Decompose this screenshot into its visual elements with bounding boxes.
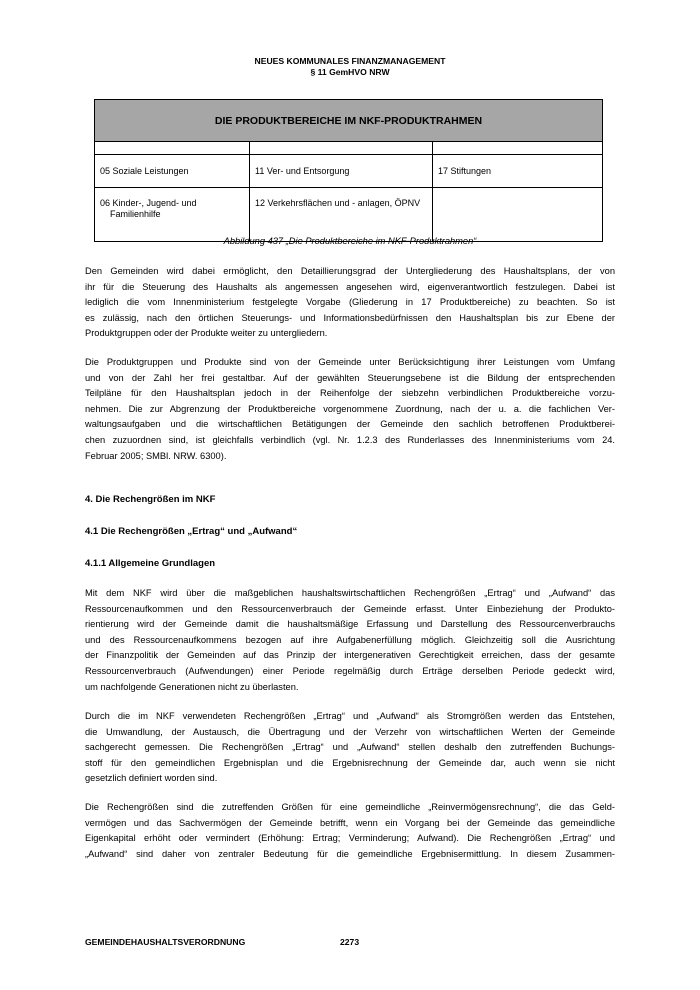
paragraph-4 (85, 709, 615, 787)
table-cell: 12 Verkehrsflächen und - anlagen, ÖPNV (250, 188, 433, 242)
page-header (0, 56, 700, 78)
text-line: ihr für die Steuerung des Haushalts als angemessen angesehen wird, eigenverantwortlich festzulegen. Dabei ist (85, 281, 615, 292)
text-line: stoff für den gemeindlichen Ergebnisplan und die Ergebnisrechnung der Gemeinde dar, auch wenn sie nicht (85, 757, 615, 768)
cell-line: Familienhilfe (110, 209, 161, 219)
header-title: NEUES KOMMUNALES FINANZMANAGEMENT (254, 56, 446, 66)
text-line: Ressourcenaufkommen und den Ressourcenverbrauch der Gemeinde erfasst. Unter Einbeziehung der Produkto- (85, 603, 615, 614)
section-heading-4-1: 4.1 Die Rechengrößen „Ertrag“ und „Aufwand“ (85, 526, 298, 537)
text-line: die Umwandlung, der Austausch, die Übertragung und der Verzehr von wirtschaftlichen Werten der Gemeinde (85, 726, 615, 737)
text-line: Teilpläne für den Haushaltsplan jedoch in der Reihenfolge der siebzehn verbindlichen Produktbereiche vorzu- (85, 388, 615, 399)
text-line: und des Ressourcenaufkommens bezogen auf ihre Aufgabenerfüllung möglich. Gleichzeitig soll die Ausrichtung (85, 634, 615, 645)
table-cell: 05 Soziale Leistungen (95, 155, 250, 188)
table-cell: 11 Ver- und Entsorgung (250, 155, 433, 188)
paragraph-5 (85, 800, 615, 862)
spacer-cell (250, 142, 433, 155)
section-heading-4: 4. Die Rechengrößen im NKF (85, 494, 216, 505)
paragraph-1 (85, 264, 615, 342)
text-line: und von der Zahl her frei gestaltbar. Auf der gewählten Steuerungsebene ist die Bildung der entsprechenden (85, 372, 615, 383)
figure-caption: Abbildung 437 „Die Produktbereiche im NKF-Produktrahmen“ (223, 236, 477, 246)
text-line: Durch die im NKF verwendeten Rechengrößen „Ertrag“ und „Aufwand“ als Stromgrößen werden das Entstehen, (85, 711, 615, 721)
section-heading-4-1-1: 4.1.1 Allgemeine Grundlagen (85, 558, 216, 569)
text-line: rientierung wird der Gemeinde damit die haushaltsmäßige Erfassung und Darstellung des Ressourcenverbrauchs (85, 619, 615, 630)
text-line: Den Gemeinden wird dabei ermöglicht, den Detaillierungsgrad der Untergliederung des Haushaltsplans, der von (85, 266, 615, 276)
table-cell (95, 188, 250, 242)
text-line: waltungsaufgaben und die wirtschaftlichen Betätigungen der Gemeinde den sachlich betroffenen Produktberei- (85, 419, 615, 430)
text-line: um nachfolgende Generationen nicht zu überlasten. (85, 681, 299, 692)
text-line: Eigenkapital erhöht oder vermindert (Erhöhung: Ertrag; Verminderung; Aufwand). Die Rechengrößen „Ertrag“ und (85, 833, 615, 844)
produktrahmen-table (94, 99, 603, 242)
paragraph-3 (85, 586, 615, 695)
text-line: gesetzlich definiert worden sind. (85, 773, 218, 784)
cell-line: 06 Kinder-, Jugend- und (100, 198, 197, 208)
text-line: Mit dem NKF wird über die maßgeblichen haushaltswirtschaftlichen Rechengrößen „Ertrag“ und „Aufwand“ das (85, 588, 615, 598)
header-subtitle: § 11 GemHVO NRW (310, 67, 390, 77)
text-line: es zulässig, nach den örtlichen Steuerungs- und Informationsbedürfnissen den Haushaltsplan bis zur Ebene der (85, 312, 615, 323)
text-line: der Finanzpolitik der Gemeinden auf das Prinzip der intergenerativen Gerechtigkeit erreichen, dass der gesamte (85, 650, 615, 661)
text-line: Februar 2005; SMBl. NRW. 6300). (85, 450, 227, 461)
table-title: DIE PRODUKTBEREICHE IM NKF-PRODUKTRAHMEN (95, 100, 603, 142)
text-line: Produktgruppen oder der Produkte weiter zu untergliedern. (85, 328, 328, 339)
text-line: Ressourcenverbrauch (Aufwendungen) einer Periode regelmäßig durch Erträge derselben Periode gedeckt wird, (85, 665, 615, 676)
page-number: 2273 (340, 937, 360, 947)
text-line: vermögen und das Sachvermögen der Gemeinde betrifft, wenn ein Vorgang bei der Gemeinde das gemeindliche (85, 817, 615, 828)
text-line: nehmen. Die zur Abgrenzung der Produktbereiche vorgenommene Zuordnung, nach der u. a. die fachlichen Ver- (85, 403, 615, 414)
paragraph-2 (85, 355, 615, 464)
text-line: chen zuzuordnen sind, ist gleichfalls verbindlich (vgl. Nr. 1.2.3 des Runderlasses des Innenministeriums vom 24. (85, 434, 615, 445)
spacer-cell (433, 142, 603, 155)
table-cell (433, 188, 603, 242)
spacer-cell (95, 142, 250, 155)
text-line: „Aufwand“ sind daher von zentraler Bedeutung für die gemeindliche Ergebnisermittlung. In diesem Zusammen- (85, 848, 615, 859)
table-cell: 17 Stiftungen (433, 155, 603, 188)
text-line: Die Rechengrößen sind die zutreffenden Größen für eine gemeindliche „Reinvermögensrechnung“, die das Geld- (85, 802, 615, 812)
footer-title: GEMEINDEHAUSHALTSVERORDNUNG (85, 937, 246, 947)
text-line: sachgerecht gemessen. Die Rechengrößen „Ertrag“ und „Aufwand“ stellen deshalb den zutreffenden Buchungs- (85, 742, 615, 753)
text-line: lediglich die vom Innenministerium festgelegte Vorgabe (Gliederung in 17 Produktbereiche) zu beachten. So ist (85, 297, 615, 308)
text-line: Die Produktgruppen und Produkte sind von der Gemeinde unter Berücksichtigung ihrer Leistungen vom Umfang (85, 357, 615, 367)
